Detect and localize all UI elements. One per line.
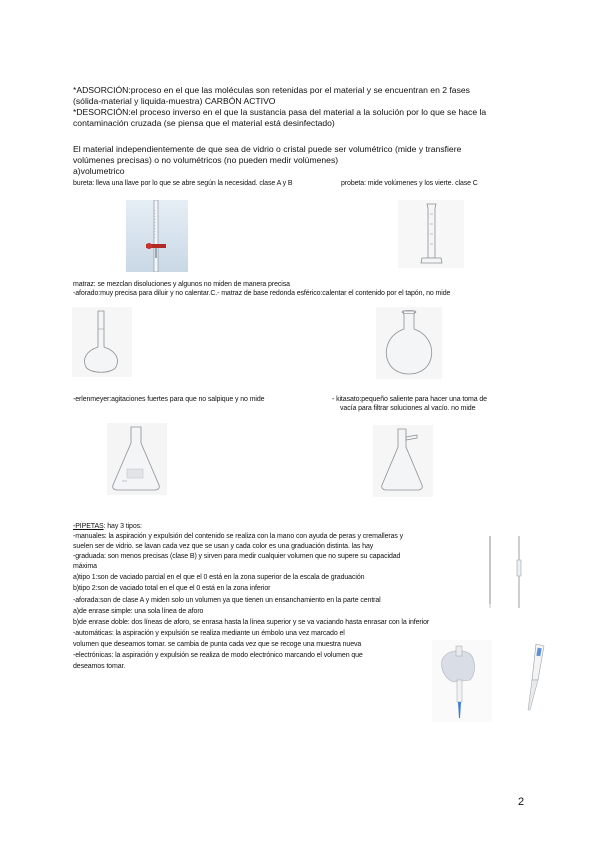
adsorcion-line-1: *ADSORCIÓN:proceso en el que las moléculas son retenidas por el material y se encuentran en 2 fases <box>73 85 470 95</box>
desorcion-line-2: contaminación cruzada (se piensa que el material está desinfectado) <box>73 118 335 128</box>
kitasato-line-1: - kitasato:pequeño saliente para hacer una toma de <box>332 396 487 403</box>
pipetas-line-7: a)de enrase simple: una sola línea de aforo <box>73 608 204 615</box>
pipetas-line-11: -electrónicas: la aspiración y expulsión se realiza de modo electrónico marcando el volumen que <box>73 652 363 659</box>
page-number: 2 <box>518 796 525 808</box>
kitasato-image <box>373 425 433 497</box>
pipetas-line-5: b)tipo 2:son de vaciado total en el que el 0 está en la zona inferior <box>73 585 271 592</box>
pipeta-automatica-image <box>432 640 492 722</box>
erlenmeyer-image <box>107 423 167 495</box>
probeta-text: probeta: mide volúmenes y los vierte. clase C <box>341 180 478 187</box>
bureta-text: bureta: lleva una llave por lo que se abre según la necesidad. clase A y B <box>73 180 293 187</box>
matraz-line-2: -aforado:muy precisa para diluir y no calentar.C.- matraz de base redonda esférico:calentar el contenido por el tapón, no mide <box>73 290 451 297</box>
pipetas-line-6: -aforada:son de clase A y miden solo un volumen ya que tienen un ensanchamiento en la parte central <box>73 597 381 604</box>
matraz-line-1: matraz: se mezclan disoluciones y algunos no miden de manera precisa <box>73 281 290 288</box>
pipetas-line-9: -automáticas: la aspiración y expulsión se realiza mediante un émbolo una vez marcado el <box>73 630 345 637</box>
pipetas-line-12: deseamos tomar. <box>73 663 126 670</box>
material-line-3: a)volumetrico <box>73 166 125 176</box>
bureta-image <box>126 200 188 272</box>
matraz-aforado-image <box>72 307 132 377</box>
pipeta-aforada-image <box>512 536 526 608</box>
erlenmeyer-text: -erlenmeyer:agitaciones fuertes para que no salpique y no mide <box>73 396 265 403</box>
pipetas-line-10: volumen que deseamos tomar. se cambia de punta cada vez que se recoge una muestra nueva <box>73 641 362 648</box>
material-line-2: volúmenes precisas) o no volumétricos (no pueden medir volúmenes) <box>73 155 339 165</box>
pipetas-line-8: b)de enrase doble: dos líneas de aforo, se enrasa hasta la línea superior y se va vaciando hasta enrasar con la inferior <box>73 619 430 626</box>
pipetas-line-4: a)tipo 1:son de vaciado parcial en el que el 0 está en la zona superior de la escala de graduación <box>73 574 365 581</box>
material-line-1: El material independientemente de que sea de vidrio o cristal puede ser volumétrico (mide y transfiere <box>73 144 462 154</box>
pipetas-heading: -PIPETAS: hay 3 tipos: <box>73 523 142 530</box>
pipetas-line-3: máxima <box>73 563 97 570</box>
kitasato-line-2: vacía para filtrar soluciones al vacío. no mide <box>340 405 476 412</box>
pipetas-line-2: -graduada: son menos precisas (clase B) y sirven para medir cualquier volumen que no supere su capacidad <box>73 553 401 560</box>
probeta-image <box>398 200 464 268</box>
pipeta-electronica-image <box>510 640 550 716</box>
pipeta-graduada-image <box>486 536 494 608</box>
matraz-base-redonda-image <box>376 307 442 379</box>
pipetas-line-1: suelen ser de vidrio. se lavan cada vez que se usan y cada color es una graduación distinta. las hay <box>73 543 374 550</box>
adsorcion-line-2: (sólida-material y liquida-muestra) CARBÓN ACTIVO <box>73 96 276 106</box>
desorcion-line-1: *DESORCIÓN:el proceso inverso en el que la sustancia pasa del material a la solución por lo que se hace la <box>73 107 487 117</box>
pipetas-line-0: -manuales: la aspiración y expulsión del contenido se realiza con la mano con ayuda de peras y cremalleras y <box>73 533 404 540</box>
